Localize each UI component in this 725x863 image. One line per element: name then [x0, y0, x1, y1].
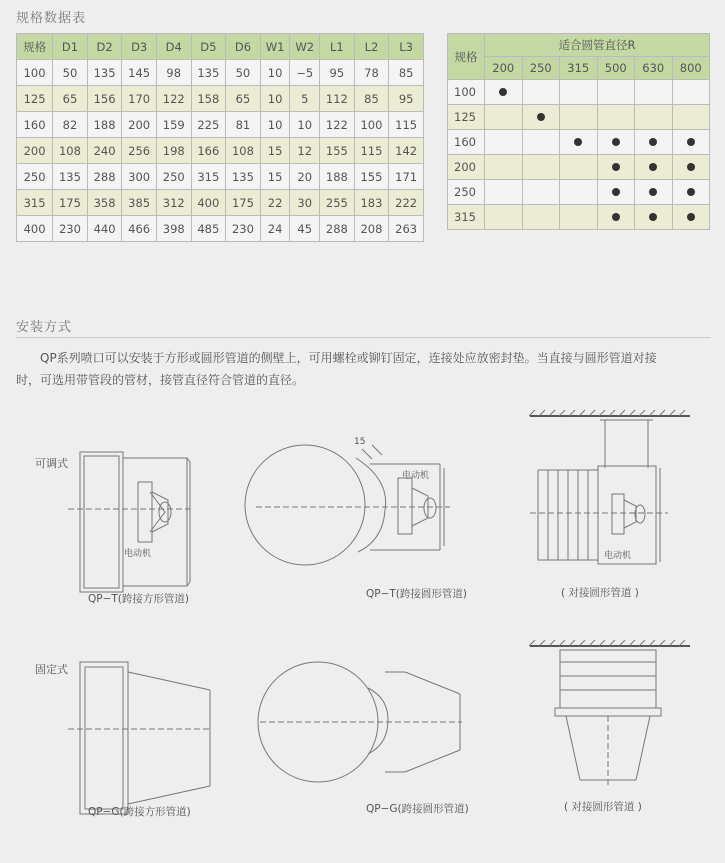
table-cell: 358	[87, 190, 122, 216]
fit-cell	[597, 80, 635, 105]
table-cell: 312	[156, 190, 191, 216]
fit-row-label: 200	[448, 155, 485, 180]
table-cell: 200	[122, 112, 157, 138]
table-row	[17, 60, 424, 86]
table-cell: 155	[320, 138, 355, 164]
fit-row-label: 315	[448, 205, 485, 230]
dimensions-table	[16, 33, 424, 242]
table-cell: 81	[226, 112, 261, 138]
table-cell: −5	[290, 60, 320, 86]
table-cell: 198	[156, 138, 191, 164]
table-cell: 135	[87, 60, 122, 86]
fit-row-label: 125	[448, 105, 485, 130]
table-cell: 5	[290, 86, 320, 112]
fit-cell	[672, 130, 710, 155]
install-text-line-2: 时，可选用带管段的管材，接管直径符合管道的直径。	[16, 373, 305, 387]
dims-header-cell: D4	[156, 34, 191, 60]
dimensions-header-row	[17, 34, 424, 60]
table-cell: 135	[226, 164, 261, 190]
table-cell: 170	[122, 86, 157, 112]
table-cell: 15	[260, 164, 290, 190]
dims-header-cell: D5	[191, 34, 226, 60]
fit-row-label: 160	[448, 130, 485, 155]
fit-cell	[672, 105, 710, 130]
fit-table	[447, 33, 710, 230]
fit-dot	[687, 188, 695, 196]
table-cell: 45	[290, 216, 320, 242]
table-cell: 10	[290, 112, 320, 138]
fit-cell	[597, 155, 635, 180]
caption-g-butt: ( 对接圆形管道 )	[564, 801, 642, 813]
table-cell: 222	[389, 190, 424, 216]
drawing-t-square	[68, 452, 190, 592]
label-fixed: 固定式	[35, 663, 68, 676]
fit-cell	[522, 80, 560, 105]
dims-header-cell: L1	[320, 34, 355, 60]
table-cell: 100	[17, 60, 53, 86]
fit-cell	[522, 105, 560, 130]
table-cell: 50	[226, 60, 261, 86]
install-title: 安装方式	[16, 320, 73, 335]
table-cell: 158	[191, 86, 226, 112]
table-cell: 12	[290, 138, 320, 164]
table-row	[17, 190, 424, 216]
dims-header-cell: L3	[389, 34, 424, 60]
table-cell: 145	[122, 60, 157, 86]
table-cell: 255	[320, 190, 355, 216]
fit-cell	[485, 80, 523, 105]
table-cell: 188	[87, 112, 122, 138]
dims-header-cell: D1	[53, 34, 88, 60]
table-cell: 122	[156, 86, 191, 112]
table-cell: 85	[354, 86, 389, 112]
table-cell: 112	[320, 86, 355, 112]
table-cell: 125	[17, 86, 53, 112]
fit-cell	[672, 180, 710, 205]
table-cell: 50	[53, 60, 88, 86]
spec-title: 规格数据表	[16, 11, 87, 26]
fit-cell	[522, 155, 560, 180]
install-text-line-1: QP系列喷口可以安装于方形或圆形管道的侧壁上，可用螺栓或铆钉固定，连接处应放密封垫。当直接与圆形管道对接	[40, 351, 657, 365]
table-cell: 85	[389, 60, 424, 86]
table-cell: 82	[53, 112, 88, 138]
caption-g-round: QP−G(跨接圆形管道)	[366, 803, 469, 815]
fit-dot	[612, 188, 620, 196]
fit-dot	[612, 163, 620, 171]
fit-cell	[560, 180, 598, 205]
table-cell: 65	[226, 86, 261, 112]
table-cell: 160	[17, 112, 53, 138]
table-cell: 400	[17, 216, 53, 242]
table-cell: 230	[226, 216, 261, 242]
caption-t-square: QP−T(跨接方形管道)	[88, 593, 190, 605]
fit-dot	[574, 138, 582, 146]
fit-dot	[687, 138, 695, 146]
table-cell: 398	[156, 216, 191, 242]
table-cell: 22	[260, 190, 290, 216]
table-cell: 15	[260, 138, 290, 164]
table-cell: 440	[87, 216, 122, 242]
fit-dot	[537, 113, 545, 121]
fit-cell	[672, 205, 710, 230]
caption-g-square: QP−G(跨接方形管道)	[88, 806, 191, 818]
table-cell: 288	[87, 164, 122, 190]
table-cell: 100	[354, 112, 389, 138]
table-cell: 159	[156, 112, 191, 138]
drawing-g-square	[68, 662, 212, 814]
motor-label-3: 电动机	[604, 551, 632, 561]
table-cell: 108	[53, 138, 88, 164]
fit-dot	[687, 213, 695, 221]
dims-header-cell: D3	[122, 34, 157, 60]
fit-dot	[687, 163, 695, 171]
fit-cell	[597, 130, 635, 155]
caption-t-butt: ( 对接圆形管道 )	[561, 587, 639, 599]
table-cell: 240	[87, 138, 122, 164]
drawing-g-round	[258, 662, 462, 782]
motor-label-2: 电动机	[402, 471, 430, 481]
fit-cell	[522, 130, 560, 155]
dim-15-label: 15	[354, 437, 366, 447]
drawing-t-butt	[529, 410, 690, 564]
table-row	[448, 80, 710, 105]
fit-cell	[597, 180, 635, 205]
fit-dot	[499, 88, 507, 96]
fit-dot	[612, 213, 620, 221]
table-row	[17, 216, 424, 242]
fit-dot	[612, 138, 620, 146]
fit-cell	[597, 105, 635, 130]
table-cell: 115	[354, 138, 389, 164]
table-cell: 30	[290, 190, 320, 216]
table-row	[448, 130, 710, 155]
fit-cell	[560, 105, 598, 130]
fit-cell	[485, 180, 523, 205]
table-cell: 250	[17, 164, 53, 190]
caption-t-round: QP−T(跨接圆形管道)	[366, 588, 468, 600]
fit-cell	[560, 80, 598, 105]
table-cell: 230	[53, 216, 88, 242]
label-adjustable: 可调式	[35, 457, 68, 470]
table-cell: 95	[320, 60, 355, 86]
fit-cell	[485, 105, 523, 130]
table-cell: 250	[156, 164, 191, 190]
fit-row-label: 250	[448, 180, 485, 205]
table-cell: 315	[17, 190, 53, 216]
table-cell: 208	[354, 216, 389, 242]
table-row	[17, 164, 424, 190]
install-drawings	[0, 400, 725, 863]
fit-cell	[635, 205, 673, 230]
table-cell: 175	[226, 190, 261, 216]
table-cell: 115	[389, 112, 424, 138]
table-cell: 142	[389, 138, 424, 164]
fit-cell	[522, 180, 560, 205]
table-row	[448, 155, 710, 180]
table-cell: 24	[260, 216, 290, 242]
dims-header-cell: D6	[226, 34, 261, 60]
table-cell: 175	[53, 190, 88, 216]
table-row	[17, 138, 424, 164]
table-cell: 385	[122, 190, 157, 216]
table-cell: 108	[226, 138, 261, 164]
fit-col-header: 315	[560, 57, 598, 80]
table-cell: 135	[191, 60, 226, 86]
fit-col-header: 500	[597, 57, 635, 80]
table-cell: 263	[389, 216, 424, 242]
fit-cell	[485, 130, 523, 155]
table-cell: 98	[156, 60, 191, 86]
table-cell: 78	[354, 60, 389, 86]
table-row	[17, 112, 424, 138]
fit-col-header: 800	[672, 57, 710, 80]
fit-dot	[649, 138, 657, 146]
dims-header-cell: D2	[87, 34, 122, 60]
fit-cell	[522, 205, 560, 230]
table-cell: 156	[87, 86, 122, 112]
table-cell: 20	[290, 164, 320, 190]
drawing-t-round	[245, 445, 450, 565]
fit-col-header: 200	[485, 57, 523, 80]
fit-group-header: 适合圆管直径R	[485, 34, 710, 57]
fit-cell	[635, 105, 673, 130]
table-cell: 135	[53, 164, 88, 190]
dims-header-cell: L2	[354, 34, 389, 60]
fit-dot	[649, 213, 657, 221]
table-cell: 315	[191, 164, 226, 190]
table-cell: 200	[17, 138, 53, 164]
table-cell: 95	[389, 86, 424, 112]
fit-row-label: 100	[448, 80, 485, 105]
table-row	[448, 180, 710, 205]
table-cell: 171	[389, 164, 424, 190]
table-cell: 485	[191, 216, 226, 242]
table-cell: 10	[260, 112, 290, 138]
table-cell: 256	[122, 138, 157, 164]
table-cell: 65	[53, 86, 88, 112]
table-row	[17, 86, 424, 112]
table-row	[448, 105, 710, 130]
fit-cell	[635, 130, 673, 155]
fit-cell	[485, 155, 523, 180]
table-cell: 188	[320, 164, 355, 190]
fit-cell	[672, 80, 710, 105]
fit-corner: 规格	[448, 34, 485, 80]
table-cell: 166	[191, 138, 226, 164]
fit-cell	[635, 80, 673, 105]
fit-dot	[649, 163, 657, 171]
table-cell: 300	[122, 164, 157, 190]
fit-cell	[635, 180, 673, 205]
table-cell: 466	[122, 216, 157, 242]
dims-header-cell: 规格	[17, 34, 53, 60]
table-cell: 10	[260, 60, 290, 86]
fit-cell	[560, 130, 598, 155]
dims-header-cell: W1	[260, 34, 290, 60]
table-cell: 10	[260, 86, 290, 112]
dims-header-cell: W2	[290, 34, 320, 60]
fit-cell	[560, 155, 598, 180]
table-cell: 288	[320, 216, 355, 242]
motor-label-1: 电动机	[124, 549, 152, 559]
table-cell: 225	[191, 112, 226, 138]
table-row	[448, 205, 710, 230]
fit-col-header: 250	[522, 57, 560, 80]
fit-cell	[597, 205, 635, 230]
table-cell: 400	[191, 190, 226, 216]
table-cell: 155	[354, 164, 389, 190]
fit-col-header: 630	[635, 57, 673, 80]
table-cell: 122	[320, 112, 355, 138]
table-cell: 183	[354, 190, 389, 216]
fit-cell	[635, 155, 673, 180]
fit-cell	[560, 205, 598, 230]
section-divider	[16, 337, 711, 338]
fit-cell	[672, 155, 710, 180]
fit-cell	[485, 205, 523, 230]
drawing-g-butt	[529, 640, 690, 785]
fit-dot	[649, 188, 657, 196]
